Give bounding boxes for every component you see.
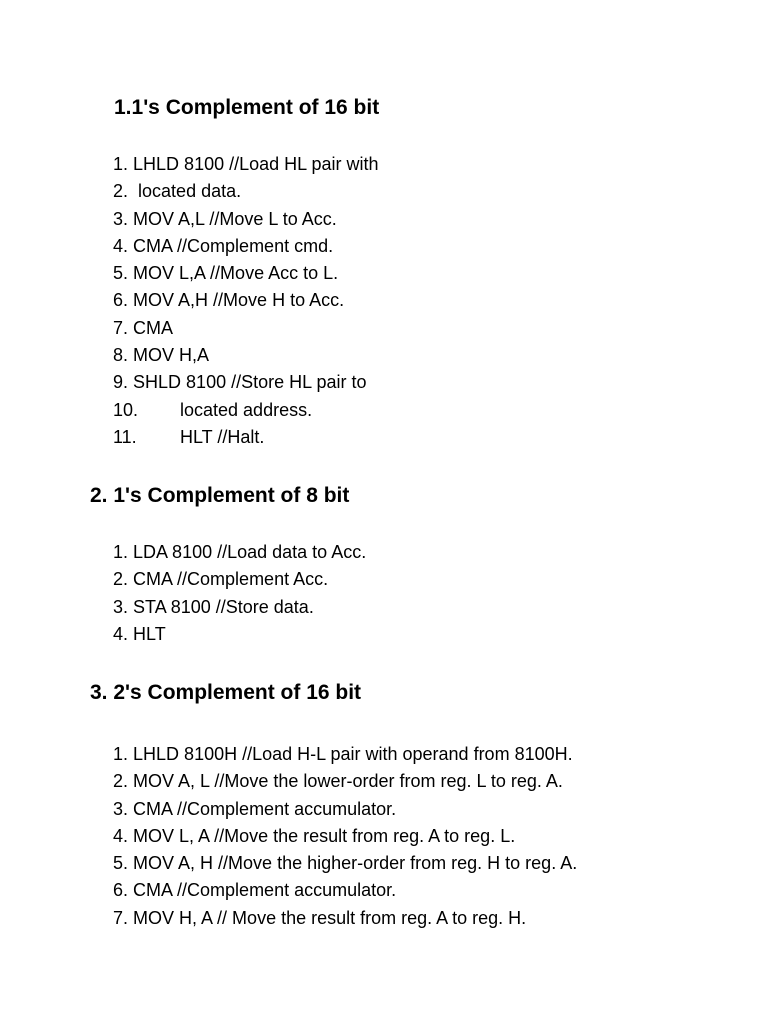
- section-2-list: [113, 539, 366, 648]
- list-item: 7. MOV H, A // Move the result from reg. A to reg. H.: [113, 907, 527, 928]
- list-item: 6. CMA //Complement accumulator.: [113, 880, 397, 901]
- list-item: 2. MOV A, L //Move the lower-order from reg. L to reg. A.: [113, 771, 563, 792]
- section-2-title: 2. 1's Complement of 8 bit: [90, 484, 350, 507]
- section-3-title: 3. 2's Complement of 16 bit: [90, 681, 362, 704]
- section-1-title: 1.1's Complement of 16 bit: [114, 96, 380, 119]
- list-item: 8. MOV H,A: [113, 345, 210, 366]
- list-item: 2. located data.: [113, 181, 242, 202]
- section-1-list: [113, 151, 379, 451]
- list-item: 11. HLT //Halt.: [113, 426, 265, 447]
- list-item: 7. CMA: [113, 317, 174, 338]
- list-item: 6. MOV A,H //Move H to Acc.: [113, 290, 345, 311]
- list-item: 4. HLT: [113, 623, 166, 644]
- list-item: 5. MOV A, H //Move the higher-order from reg. H to reg. A.: [113, 853, 578, 874]
- list-item: 3. MOV A,L //Move L to Acc.: [113, 208, 337, 229]
- section-3-list: [113, 741, 577, 932]
- list-item: 2. CMA //Complement Acc.: [113, 569, 329, 590]
- list-item: 10. located address.: [113, 399, 313, 420]
- list-item: 9. SHLD 8100 //Store HL pair to: [113, 372, 367, 393]
- list-item: 1. LDA 8100 //Load data to Acc.: [113, 542, 367, 562]
- list-item: 1. LHLD 8100 //Load HL pair with: [113, 154, 379, 174]
- list-item: 4. MOV L, A //Move the result from reg. A to reg. L.: [113, 825, 516, 846]
- list-item: 4. CMA //Complement cmd.: [113, 235, 334, 256]
- list-item: 5. MOV L,A //Move Acc to L.: [113, 263, 339, 284]
- list-item: 1. LHLD 8100H //Load H-L pair with operand from 8100H.: [113, 744, 573, 764]
- list-item: 3. STA 8100 //Store data.: [113, 596, 314, 617]
- list-item: 3. CMA //Complement accumulator.: [113, 798, 397, 819]
